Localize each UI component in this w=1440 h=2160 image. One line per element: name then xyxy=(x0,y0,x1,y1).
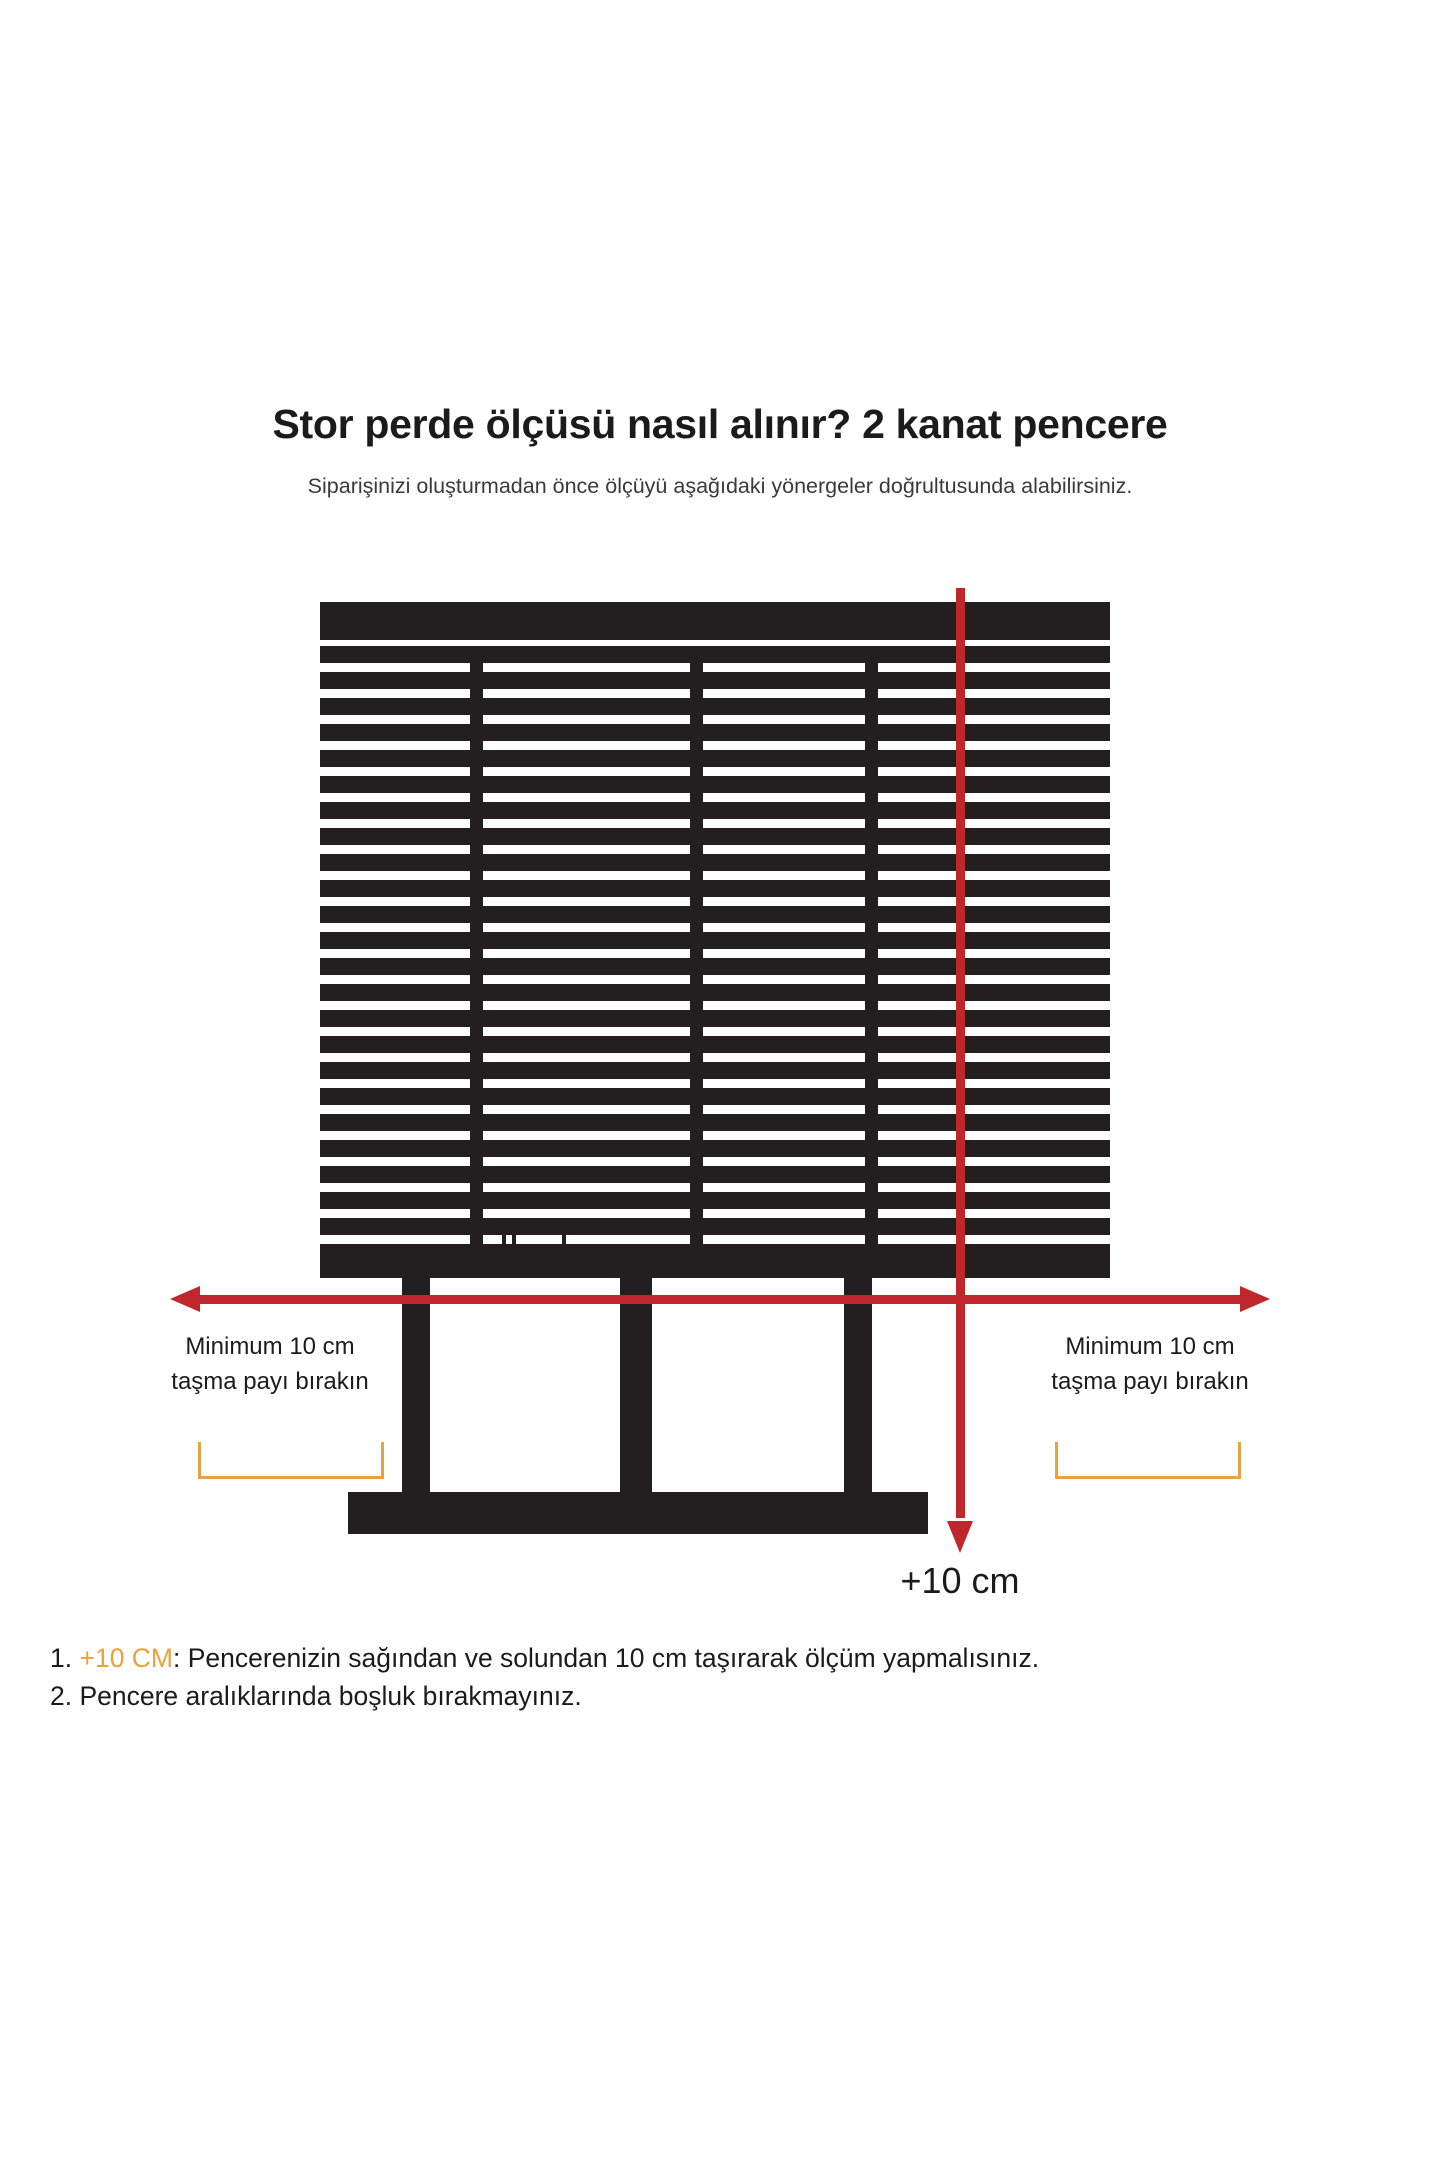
bottom-overhang-label: +10 cm xyxy=(900,1560,1020,1601)
header xyxy=(0,400,1440,501)
blind-slat xyxy=(320,802,1110,819)
note-1-number: 1. xyxy=(50,1643,73,1673)
left-overhang-label xyxy=(130,1330,410,1400)
blind-slat xyxy=(320,1114,1110,1131)
arrow-shaft xyxy=(196,1295,1244,1304)
page-subtitle: Siparişinizi oluşturmadan önce ölçüyü aşağıdaki yönergeler doğrultusunda alabilirsiniz. xyxy=(307,474,1133,499)
left-overhang-label-line1: Minimum 10 cm xyxy=(185,1333,355,1360)
left-overhang-label-line2: taşma payı bırakın xyxy=(171,1367,369,1395)
blind-slat xyxy=(320,698,1110,715)
right-measure-bracket xyxy=(1055,1442,1241,1479)
note-item-1 xyxy=(50,1640,1400,1678)
note-item-2: 2. Pencere aralıklarında boşluk bırakmayınız. xyxy=(50,1680,582,1711)
blind-slats xyxy=(320,646,1110,1276)
blind-slat xyxy=(320,1062,1110,1079)
vertical-drop-arrow xyxy=(947,588,973,1553)
blind-slat xyxy=(320,828,1110,845)
blind-slat xyxy=(320,932,1110,949)
blind-slat xyxy=(320,1166,1110,1183)
note-1-text: : Pencerenizin sağından ve solundan 10 cm taşırarak ölçüm yapmalısınız. xyxy=(173,1643,1040,1673)
horizontal-width-arrow xyxy=(170,1286,1270,1312)
arrow-shaft xyxy=(956,588,965,1518)
blind-head-rail xyxy=(320,602,1110,640)
cord-handle xyxy=(562,1230,566,1256)
window-sill xyxy=(348,1492,928,1534)
right-overhang-label-line2: taşma payı bırakın xyxy=(1051,1367,1249,1395)
blind-slat xyxy=(320,1036,1110,1053)
note-1-accent: +10 CM xyxy=(79,1643,174,1673)
cord-handle xyxy=(512,1230,516,1256)
blind-slat xyxy=(320,880,1110,897)
blind-slat xyxy=(320,1010,1110,1027)
blind-slat xyxy=(320,724,1110,741)
blind-slat xyxy=(320,1244,1110,1261)
blind-slat xyxy=(320,776,1110,793)
blind-slat xyxy=(320,1088,1110,1105)
blind-slat xyxy=(320,1140,1110,1157)
measurement-diagram xyxy=(150,570,1290,1620)
page-title: Stor perde ölçüsü nasıl alınır? 2 kanat pencere xyxy=(272,401,1168,447)
ladder-tape xyxy=(865,646,878,1276)
arrow-head-right-icon xyxy=(1240,1286,1270,1312)
blind-slat xyxy=(320,750,1110,767)
ladder-tape xyxy=(690,646,703,1276)
blind-bottom-bar xyxy=(320,1260,1110,1278)
right-overhang-label-line1: Minimum 10 cm xyxy=(1065,1333,1235,1360)
right-overhang-label xyxy=(1010,1330,1290,1400)
blind-slat xyxy=(320,646,1110,663)
arrow-head-down-icon xyxy=(947,1521,973,1553)
blind-slat xyxy=(320,672,1110,689)
blind-slat xyxy=(320,1192,1110,1209)
blind-slat xyxy=(320,1218,1110,1235)
blind-slat xyxy=(320,906,1110,923)
left-measure-bracket xyxy=(198,1442,384,1479)
blind-slat xyxy=(320,958,1110,975)
blind-slat xyxy=(320,854,1110,871)
blind-slat xyxy=(320,984,1110,1001)
cord-handle xyxy=(502,1230,506,1256)
instruction-notes xyxy=(50,1640,1400,1715)
ladder-tape xyxy=(470,646,483,1276)
